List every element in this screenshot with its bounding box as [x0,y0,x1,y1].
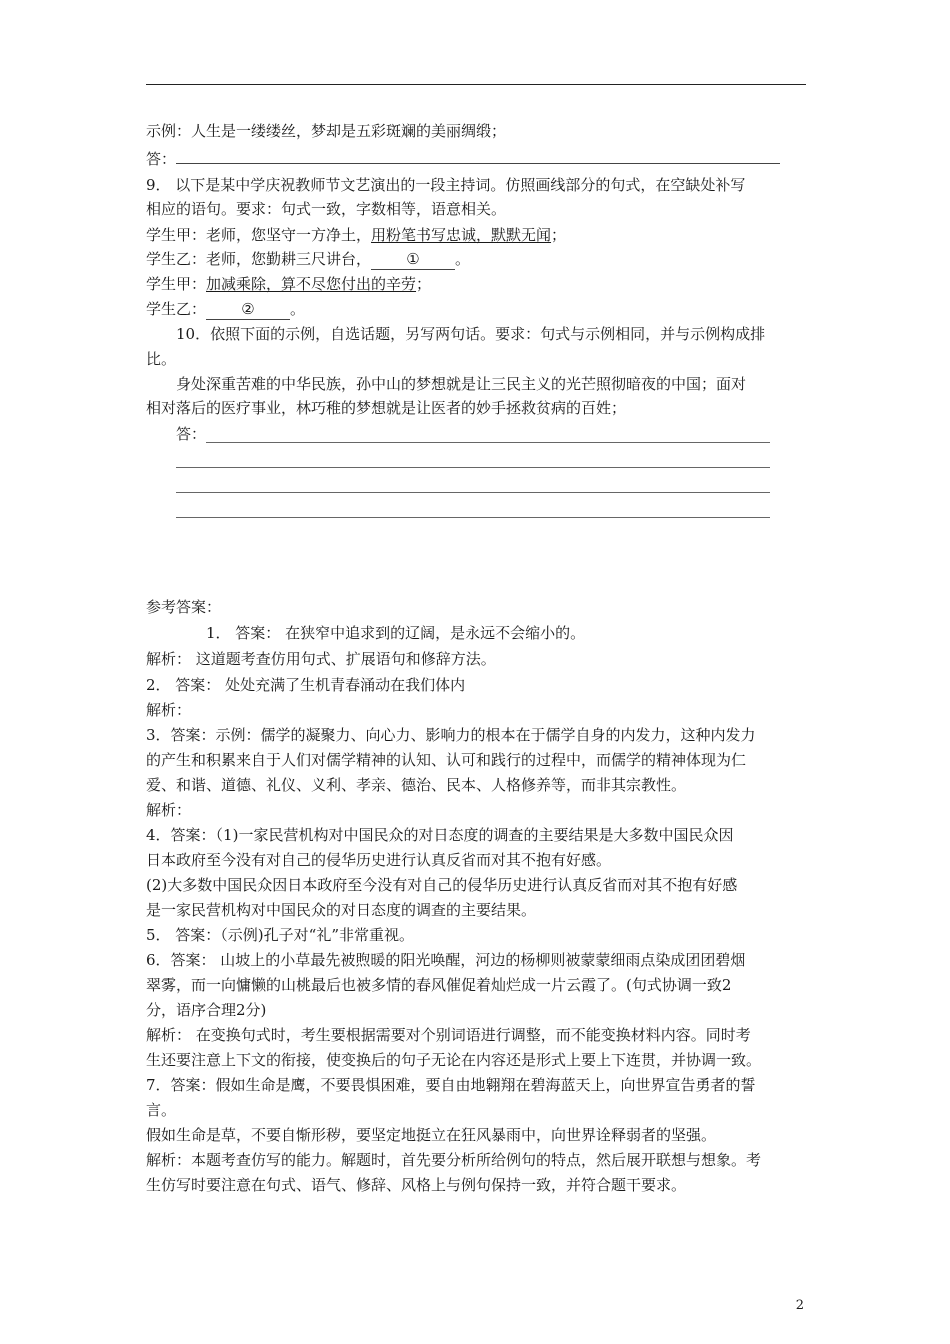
q9-d-suffix: 。 [290,300,306,318]
answer-line: 假如生命是草，不要自惭形秽，要坚定地挺立在狂风暴雨中，向世界诠释弱者的坚强。 [146,1126,717,1144]
q9-c-underlined: 加减乘除，算不尽您付出的辛劳 [206,275,417,293]
answer-line: 解析： 这道题考查仿用句式、扩展语句和修辞方法。 [146,650,496,668]
q10-example-line1: 身处深重苦难的中华民族，孙中山的梦想就是让三民主义的光芒照彻暗夜的中国；面对 [176,375,747,393]
q10-answer-line-3[interactable] [176,492,770,493]
answer-line: 解析：本题考查仿写的能力。解题时，首先要分析所给例句的特点，然后展开联想与想象。考 [146,1151,762,1169]
answers-heading: 参考答案： [146,598,222,616]
answer-line: 7．答案：假如生命是鹰，不要畏惧困难，要自由地翱翔在碧海蓝天上，向世界宣告勇者的誓 [146,1076,756,1094]
answer-line: 1． 答案： 在狭窄中追求到的辽阔，是永远不会缩小的。 [206,624,586,642]
q9-b-suffix: 。 [455,250,471,268]
answer-line: (2)大多数中国民众因日本政府至今没有对自己的侵华历史进行认真反省而对其不抱有好感 [146,876,738,894]
q9-blank-2[interactable] [206,300,290,320]
q10-answer-label: 答： [176,425,207,443]
page-number: 2 [795,1298,804,1313]
answer-line: 2． 答案： 处处充满了生机青春涌动在我们体内 [146,676,466,694]
header-rule [146,84,806,85]
q9-b-prefix: 学生乙：老师，您勤耕三尺讲台， [146,250,372,268]
answer-line: 解析： 在变换句式时，考生要根据需要对个别词语进行调整，而不能变换材料内容。同时考 [146,1026,751,1044]
answer-line: 解析： [146,701,192,719]
answer-blank[interactable] [176,149,780,164]
answer-line: 日本政府至今没有对自己的侵华历史进行认真反省而对其不抱有好感。 [146,851,612,869]
q10-prompt-line2: 比。 [146,350,177,368]
q9-a-underlined: 用粉笔书写忠诚，默默无闻 [371,226,552,244]
answer-line: 4．答案：（1)一家民营机构对中国民众的对日态度的调查的主要结果是大多数中国民众因 [146,826,734,844]
answer-line: 3．答案：示例：儒学的凝聚力、向心力、影响力的根本在于儒学自身的内发力，这种内发力 [146,726,756,744]
answer-line: 的产生和积累来自于人们对儒学精神的认知、认可和践行的过程中，而儒学的精神体现为仁 [146,751,747,769]
q9-student-b-line [146,250,470,270]
answer-line: 解析： [146,801,192,819]
q9-student-c-line [146,275,431,294]
q9-c-prefix: 学生甲： [146,275,207,293]
answer-line: 爱、和谐、道德、礼仪、义利、孝亲、德治、民本、人格修养等，而非其宗教性。 [146,776,687,794]
q10-example-line2: 相对落后的医疗事业，林巧稚的梦想就是让医者的妙手拯救贫病的百姓； [146,399,627,417]
q9-blank-2-label: ② [241,300,255,318]
q10-answer-line-1[interactable] [206,442,770,443]
q9-prompt-line2: 相应的语句。要求：句式一致，字数相等，语意相关。 [146,200,507,218]
answer-line: 分，语序合理2分) [146,1001,267,1019]
answer-line: 是一家民营机构对中国民众的对日态度的调查的主要结果。 [146,901,537,919]
q9-prompt-line1: 9． 以下是某中学庆祝教师节文艺演出的一段主持词。仿照画线部分的句式，在空缺处补写 [146,176,746,194]
q9-a-suffix: ； [551,226,567,244]
q9-d-prefix: 学生乙： [146,300,207,318]
q9-a-prefix: 学生甲：老师，您坚守一方净土， [146,226,372,244]
q9-blank-1[interactable] [371,250,455,270]
answer-line: 翠雾，而一向慵懒的山桃最后也被多情的春风催促着灿烂成一片云霞了。(句式协调一致2 [146,976,732,994]
q9-blank-1-label: ① [406,250,420,268]
answer-line: 生仿写时要注意在句式、语气、修辞、风格上与例句保持一致，并符合题干要求。 [146,1176,687,1194]
q10-answer-line-4[interactable] [176,517,770,518]
answer-label: 答： [146,150,177,168]
answer-line: 言。 [146,1101,177,1119]
q9-student-d-line [146,300,305,320]
q9-c-suffix: ； [416,275,432,293]
q10-prompt-line1: 10．依照下面的示例，自选话题，另写两句话。要求：句式与示例相同，并与示例构成排 [176,325,766,343]
example-sentence: 示例：人生是一缕缕丝，梦却是五彩斑斓的美丽绸缎； [146,122,507,140]
answer-line: 6．答案： 山坡上的小草最先被煦暖的阳光唤醒，河边的杨柳则被蒙蒙细雨点染成团团碧烟 [146,951,746,969]
answer-line: 5． 答案：（示例)孔子对“礼”非常重视。 [146,926,415,944]
q9-student-a-line [146,226,566,245]
answer-row-top [146,149,780,169]
q10-answer-line-2[interactable] [176,467,770,468]
answer-line: 生还要注意上下文的衔接，使变换后的句子无论在内容还是形式上要上下连贯，并协调一致。 [146,1051,762,1069]
